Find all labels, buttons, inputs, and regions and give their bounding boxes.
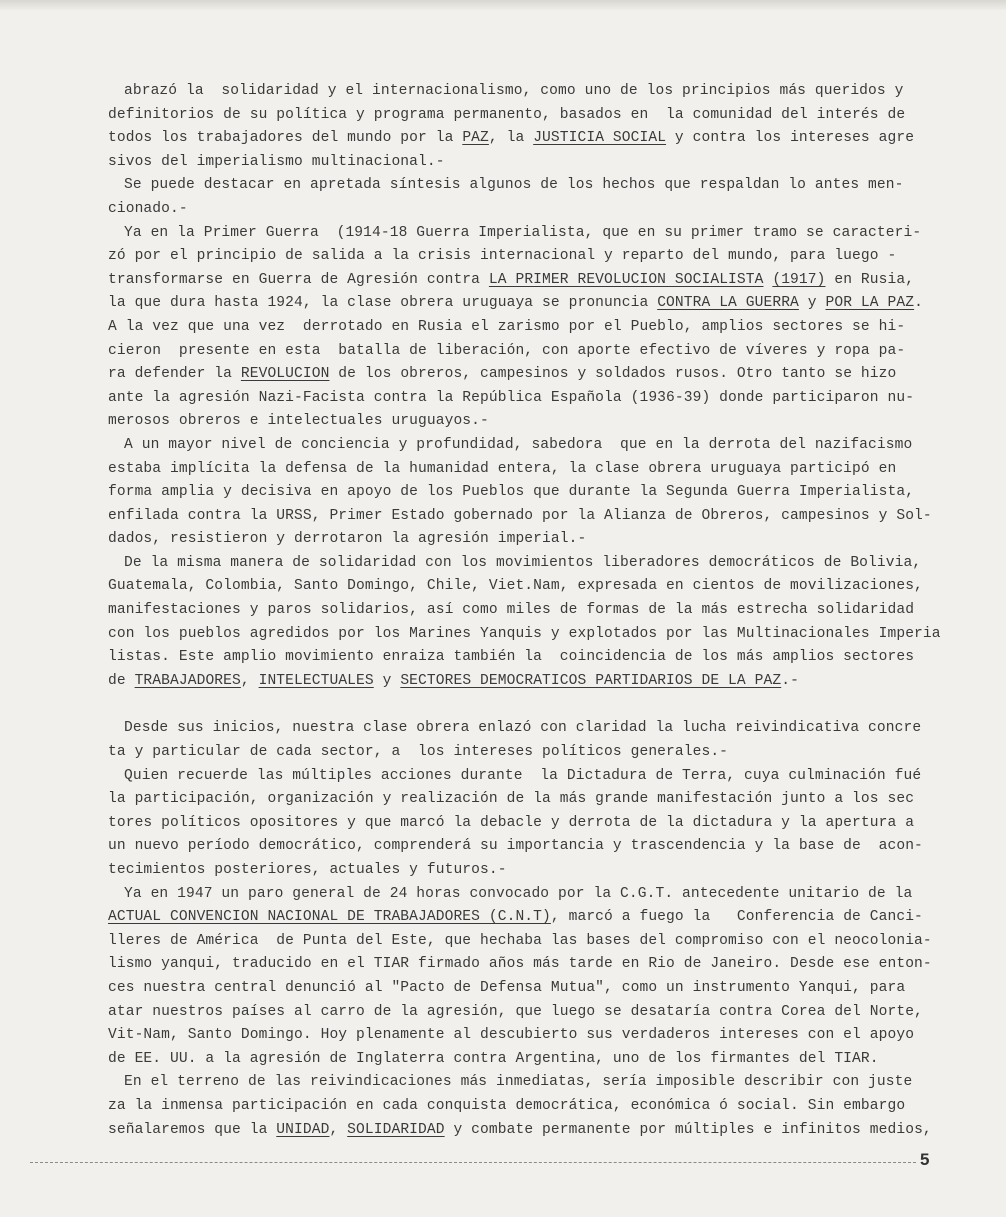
text-segment: definitorios de su política y programa permanento, basados en la comunidad del interés de: [108, 106, 906, 123]
text-segment: Ya en 1947 un paro general de 24 horas convocado por la C.G.T. antecedente unitario de la: [124, 885, 913, 902]
paragraph: [108, 434, 948, 552]
text-segment: Quien recuerde las múltiples acciones durante la Dictadura de Terra, cuya culminación fué: [124, 767, 922, 784]
text-segment: cieron presente en esta batalla de liberación, con aporte efectivo de víveres y ropa pa-: [108, 342, 906, 359]
footer-rule: [30, 1162, 916, 1163]
text-line: [108, 741, 948, 765]
text-segment: A la vez que una vez derrotado en Rusia el zarismo por el Pueblo, amplios sectores se hi-: [108, 318, 906, 335]
underlined-text: PAZ: [462, 130, 489, 147]
paragraph-gap: [108, 693, 948, 717]
text-segment: de EE. UU. a la agresión de Inglaterra contra Argentina, uno de los firmantes del TIAR.: [108, 1050, 879, 1067]
underlined-text: REVOLUCION: [240, 366, 330, 383]
text-segment: ante la agresión Nazi-Facista contra la República Española (1936-39) donde participaron nu-: [108, 389, 915, 406]
document-body: [108, 80, 948, 1142]
text-line: [108, 765, 948, 789]
text-segment: ra defender la: [108, 366, 241, 383]
text-segment: .: [914, 295, 923, 312]
text-segment: todos los trabajadores del mundo por la: [108, 130, 463, 147]
text-line: [108, 363, 948, 387]
text-segment: ta y particular de cada sector, a los intereses políticos generales.-: [108, 744, 729, 761]
underlined-text: SECTORES DEMOCRATICOS PARTIDARIOS DE LA PAZ: [400, 672, 782, 689]
text-line: [108, 812, 948, 836]
text-line: [108, 1119, 948, 1143]
text-segment: abrazó la solidaridad y el internacionalismo, como uno de los principios más queridos y: [124, 83, 904, 99]
paragraph: [108, 1071, 948, 1142]
text-line: [108, 104, 948, 128]
text-segment: , la: [488, 130, 534, 147]
text-segment: dados, resistieron y derrotaron la agresión imperial.-: [108, 531, 587, 548]
page-top-edge: [0, 0, 1006, 10]
underlined-text: CONTRA LA GUERRA: [657, 295, 799, 312]
text-segment: forma amplia y decisiva en apoyo de los Pueblos que durante la Segunda Guerra Imperialista,: [108, 484, 915, 501]
text-segment: .-: [781, 672, 799, 689]
text-line: [108, 434, 948, 458]
underlined-text: JUSTICIA SOCIAL: [533, 130, 667, 147]
text-segment: za la inmensa participación en cada conquista democrática, económica ó social. Sin embargo: [108, 1097, 906, 1114]
text-line: [108, 1024, 948, 1048]
paragraph: [108, 765, 948, 883]
text-line: [108, 953, 948, 977]
text-segment: Ya en la Primer Guerra (1914-18 Guerra Imperialista, que en su primer tramo se caracteri-: [124, 224, 922, 241]
text-line: [108, 340, 948, 364]
text-segment: Vit-Nam, Santo Domingo. Hoy plenamente al descubierto sus verdaderos intereses con el apoyo: [108, 1027, 915, 1044]
text-segment: y combate permanente por múltiples e infinitos medios,: [444, 1121, 932, 1138]
text-segment: Desde sus inicios, nuestra clase obrera enlazó con claridad la lucha reivindicativa concre: [124, 720, 922, 737]
text-segment: de los obreros, campesinos y soldados rusos. Otro tanto se hizo: [329, 366, 897, 383]
paragraph: [108, 174, 948, 221]
text-line: [108, 717, 948, 741]
text-line: [108, 528, 948, 552]
underlined-text: (1917): [772, 271, 826, 288]
page-number: 5: [920, 1150, 930, 1169]
text-line: [108, 575, 948, 599]
text-segment: sivos del imperialismo multinacional.-: [108, 153, 445, 170]
paragraph: [108, 80, 948, 174]
text-line: [108, 859, 948, 883]
text-segment: con los pueblos agredidos por los Marines Yanquis y explotados por las Multinacionales Imperia: [108, 625, 941, 642]
text-segment: zó por el principio de salida a la crisis internacional y reparto del mundo, para luego -: [108, 248, 897, 265]
text-line: [108, 387, 948, 411]
underlined-text: ACTUAL CONVENCION NACIONAL DE TRABAJADORES (C.N.T): [108, 909, 551, 926]
text-segment: tores políticos opositores y que marcó la debacle y derrota de la dictadura y la apertura a: [108, 814, 915, 831]
text-line: [108, 670, 948, 694]
text-segment: cionado.-: [108, 200, 188, 217]
text-segment: listas. Este amplio movimiento enraiza también la coincidencia de los más amplios sectores: [108, 649, 915, 666]
text-segment: la participación, organización y realización de la más grande manifestación junto a los sec: [108, 791, 915, 808]
text-line: [108, 788, 948, 812]
paragraph: [108, 717, 948, 764]
underlined-text: TRABAJADORES: [134, 672, 241, 689]
text-segment: tecimientos posteriores, actuales y futuros.-: [108, 862, 507, 878]
text-segment: ces nuestra central denunció al "Pacto de Defensa Mutua", como un instrumento Yanqui, para: [108, 979, 906, 996]
text-line: [108, 835, 948, 859]
text-segment: y contra los intereses agre: [666, 130, 915, 147]
text-segment: atar nuestros países al carro de la agresión, que luego se desataría contra Corea del Norte,: [108, 1003, 923, 1020]
text-line: [108, 505, 948, 529]
underlined-text: SOLIDARIDAD: [347, 1121, 445, 1138]
text-segment: Guatemala, Colombia, Santo Domingo, Chile, Viet.Nam, expresada en cientos de movilizaciones,: [108, 578, 923, 595]
text-line: [108, 906, 948, 930]
text-segment: De la misma manera de solidaridad con los movimientos liberadores democráticos de Bolivia,: [124, 554, 922, 571]
text-line: [108, 1001, 948, 1025]
text-segment: , marcó a fuego la Conferencia de Canci-: [550, 909, 923, 926]
text-line: [108, 222, 948, 246]
underlined-text: POR LA PAZ: [825, 295, 915, 312]
text-segment: y: [373, 672, 401, 689]
paragraph: [108, 883, 948, 1072]
text-segment: de: [108, 672, 135, 689]
underlined-text: INTELECTUALES: [258, 672, 374, 689]
text-segment: ,: [329, 1121, 348, 1138]
text-line: [108, 174, 948, 198]
text-line: [108, 269, 948, 293]
text-line: [108, 410, 948, 434]
text-segment: un nuevo período democrático, comprenderá su importancia y trascendencia y la base de acon-: [108, 838, 923, 855]
text-segment: ,: [240, 672, 259, 689]
text-line: [108, 198, 948, 222]
text-segment: A un mayor nivel de conciencia y profundidad, sabedora que en la derrota del nazifacismo: [124, 436, 913, 453]
text-segment: lleres de América de Punta del Este, que hechaba las bases del compromiso con el neocolonia-: [108, 932, 932, 949]
text-line: [108, 458, 948, 482]
text-segment: señalaremos que la: [108, 1121, 277, 1138]
text-segment: transformarse en Guerra de Agresión contra: [108, 271, 489, 288]
text-segment: en Rusia,: [825, 271, 915, 288]
text-line: [108, 1095, 948, 1119]
text-line: [108, 292, 948, 316]
text-segment: [763, 272, 772, 288]
paragraph: [108, 222, 948, 434]
text-segment: enfilada contra la URSS, Primer Estado gobernado por la Alianza de Obreros, campesinos y Sol-: [108, 507, 932, 524]
text-line: [108, 623, 948, 647]
text-segment: Se puede destacar en apretada síntesis algunos de los hechos que respaldan lo antes men-: [124, 177, 904, 194]
text-line: [108, 930, 948, 954]
text-line: [108, 552, 948, 576]
text-line: [108, 80, 948, 104]
text-segment: la que dura hasta 1924, la clase obrera uruguaya se pronuncia: [108, 295, 658, 312]
text-line: [108, 1071, 948, 1095]
text-line: [108, 151, 948, 175]
paragraph: [108, 552, 948, 694]
text-line: [108, 1048, 948, 1072]
text-line: [108, 977, 948, 1001]
text-line: [108, 646, 948, 670]
text-line: [108, 245, 948, 269]
underlined-text: UNIDAD: [276, 1121, 330, 1138]
text-segment: y: [798, 295, 826, 312]
text-line: [108, 127, 948, 151]
text-line: [108, 481, 948, 505]
text-segment: estaba implícita la defensa de la humanidad entera, la clase obrera uruguaya participó en: [108, 460, 897, 477]
text-segment: En el terreno de las reivindicaciones más inmediatas, sería imposible describir con juste: [124, 1074, 913, 1091]
underlined-text: LA PRIMER REVOLUCION SOCIALISTA: [488, 271, 764, 288]
text-segment: lismo yanqui, traducido en el TIAR firmado años más tarde en Rio de Janeiro. Desde ese enton-: [108, 956, 932, 973]
text-line: [108, 316, 948, 340]
text-line: [108, 883, 948, 907]
text-segment: manifestaciones y paros solidarios, así como miles de formas de la más estrecha solidaridad: [108, 602, 915, 619]
text-segment: merosos obreros e intelectuales uruguayos.-: [108, 413, 489, 430]
text-line: [108, 599, 948, 623]
